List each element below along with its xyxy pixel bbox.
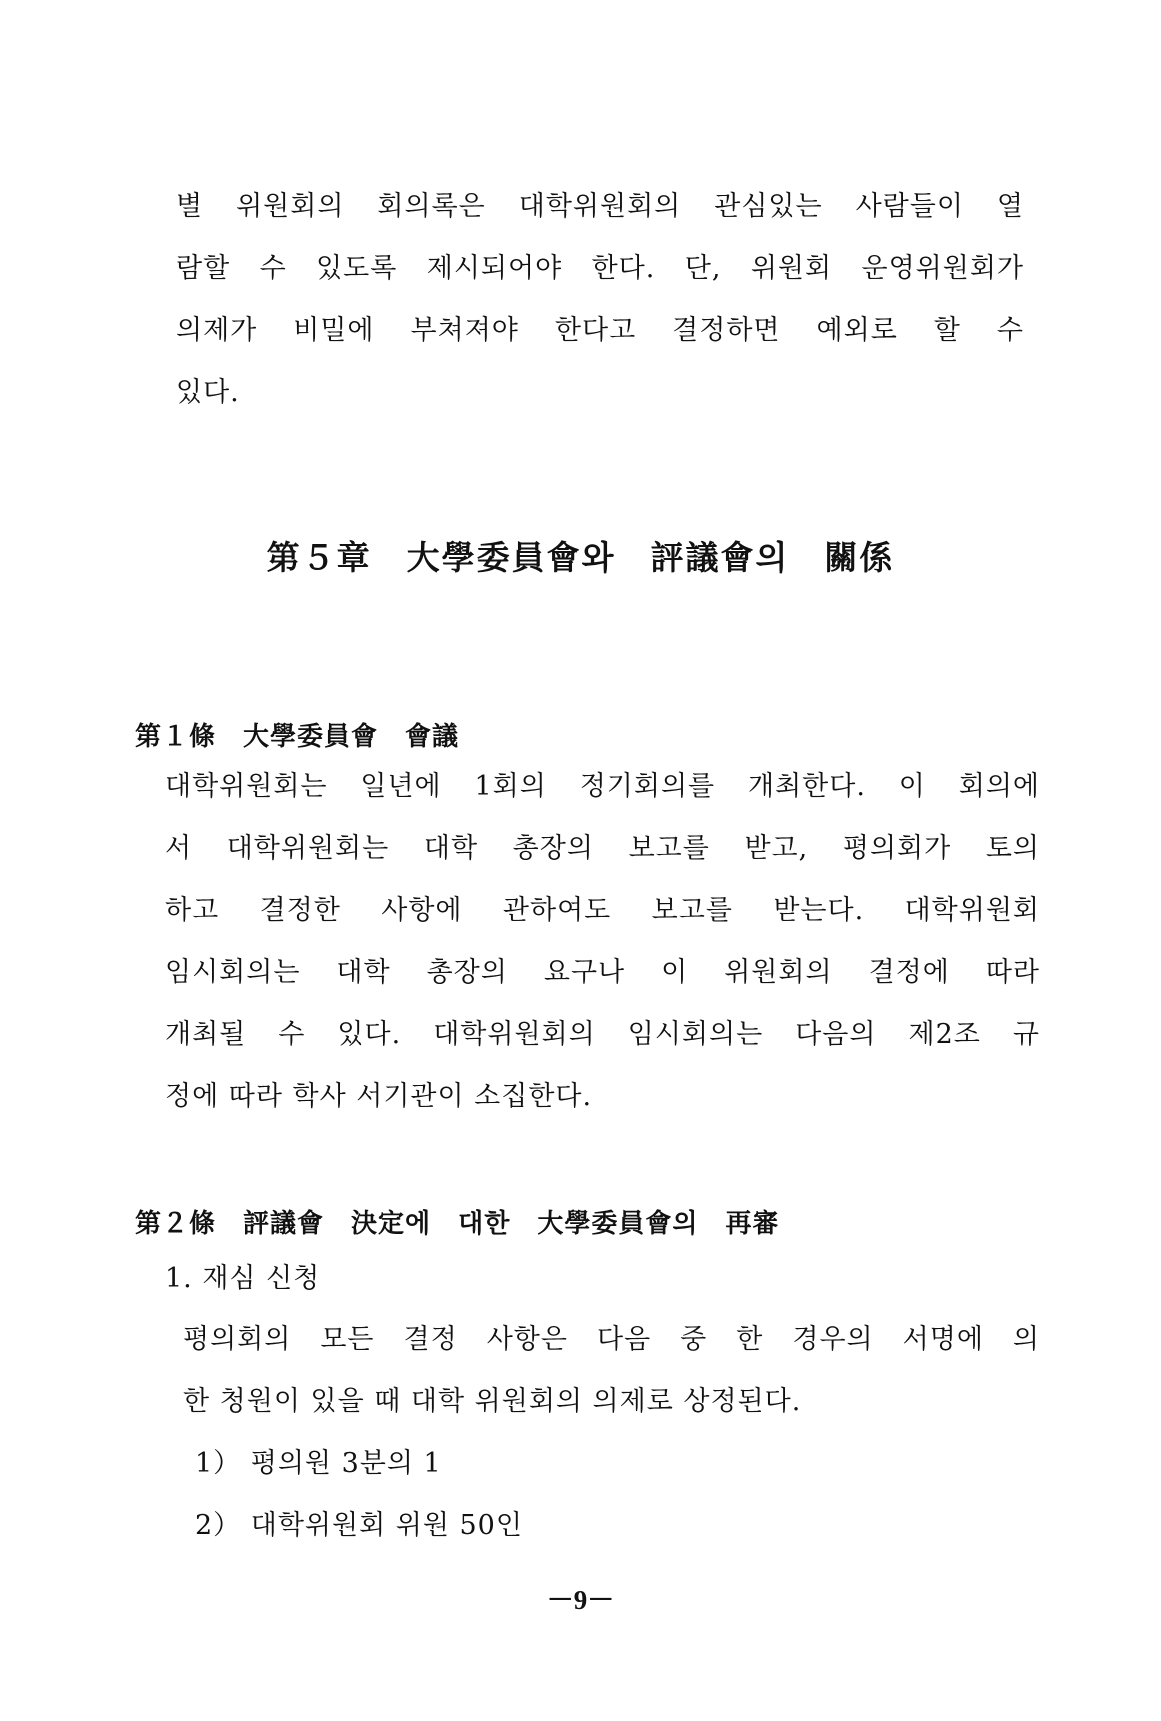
intro-line-3: 의제가 비밀에 부쳐져야 한다고 결정하면 예외로 할 수 <box>176 315 1024 346</box>
article-2-subitem-2: 2） 대학위원회 위원 50인 <box>195 1510 523 1541</box>
article-2-subitem-1: 1） 평의원 3분의 1 <box>195 1448 442 1479</box>
article-2-line-1: 평의회의 모든 결정 사항은 다음 중 한 경우의 서명에 의 <box>183 1324 1040 1355</box>
article-1-line-2: 서 대학위원회는 대학 총장의 보고를 받고, 평의회가 토의 <box>165 833 1040 864</box>
chapter-title: 第５章 大學委員會와 評議會의 關係 <box>266 538 895 577</box>
article-2-line-2: 한 청원이 있을 때 대학 위원회의 의제로 상정된다. <box>183 1386 802 1417</box>
page-number: －9－ <box>546 1585 615 1615</box>
article-1-line-1: 대학위원회는 일년에 1회의 정기회의를 개최한다. 이 회의에 <box>165 771 1040 802</box>
article-1-line-6: 정에 따라 학사 서기관이 소집한다. <box>165 1081 593 1112</box>
article-1-title: 第１條 大學委員會 會議 <box>135 722 460 752</box>
intro-line-1: 별 위원회의 회의록은 대학위원회의 관심있는 사람들이 열 <box>176 191 1024 222</box>
intro-line-4: 있다. <box>176 377 240 408</box>
article-1-line-4: 임시회의는 대학 총장의 요구나 이 위원회의 결정에 따라 <box>165 957 1040 988</box>
article-2-item-heading: 1. 재심 신청 <box>165 1263 321 1294</box>
article-1-line-3: 하고 결정한 사항에 관하여도 보고를 받는다. 대학위원회 <box>165 895 1040 926</box>
article-1-line-5: 개최될 수 있다. 대학위원회의 임시회의는 다음의 제2조 규 <box>165 1019 1040 1050</box>
intro-line-2: 람할 수 있도록 제시되어야 한다. 단, 위원회 운영위원회가 <box>176 253 1024 284</box>
article-2-title: 第２條 評議會 決定에 대한 大學委員會의 再審 <box>135 1209 780 1239</box>
